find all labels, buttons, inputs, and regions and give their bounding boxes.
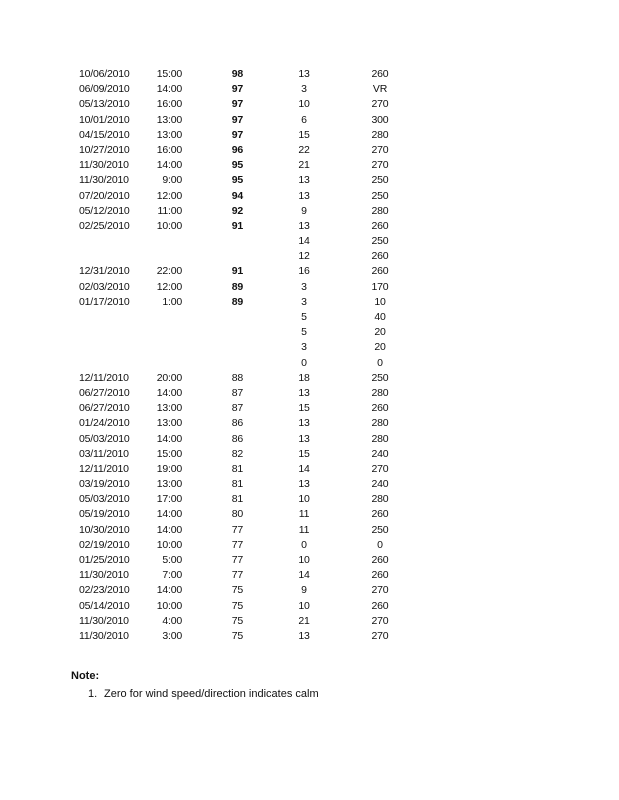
date-cell: 11/30/2010 bbox=[79, 569, 129, 582]
time-cell: 11:00 bbox=[157, 204, 182, 217]
table-row bbox=[0, 128, 619, 143]
wind-direction-cell: 260 bbox=[371, 265, 389, 278]
date-cell: 01/25/2010 bbox=[79, 554, 130, 566]
wind-speed-cell: 9 bbox=[301, 584, 307, 597]
wind-speed-cell: 13 bbox=[298, 629, 310, 642]
temperature-cell: 89 bbox=[231, 280, 243, 293]
temperature-cell: 94 bbox=[231, 189, 243, 202]
temperature-cell: 96 bbox=[231, 143, 243, 156]
table-row bbox=[0, 371, 619, 386]
temperature-cell: 81 bbox=[231, 478, 243, 491]
table-row bbox=[0, 614, 619, 629]
wind-speed-cell: 13 bbox=[298, 189, 310, 202]
table-row bbox=[0, 173, 619, 188]
time-cell: 13:00 bbox=[156, 128, 182, 141]
temperature-cell: 81 bbox=[231, 493, 243, 506]
temperature-cell: 87 bbox=[231, 402, 243, 415]
wind-direction-cell: VR bbox=[372, 83, 388, 96]
wind-direction-cell: 10 bbox=[374, 295, 386, 308]
temperature-cell: 77 bbox=[231, 569, 243, 582]
time-cell: 9:00 bbox=[162, 174, 182, 187]
date-cell: 05/03/2010 bbox=[79, 432, 130, 445]
time-cell: 14:00 bbox=[156, 508, 182, 521]
date-cell: 05/14/2010 bbox=[79, 599, 130, 612]
date-cell: 06/27/2010 bbox=[79, 402, 130, 415]
wind-speed-cell: 3 bbox=[301, 280, 307, 293]
time-cell: 13:00 bbox=[156, 113, 182, 126]
table-row bbox=[0, 97, 619, 112]
date-cell: 06/27/2010 bbox=[79, 386, 130, 399]
wind-direction-cell: 250 bbox=[371, 174, 389, 187]
date-cell: 01/24/2010 bbox=[79, 417, 130, 430]
note-item bbox=[88, 688, 319, 700]
wind-speed-cell: 5 bbox=[301, 311, 307, 323]
time-cell: 15:00 bbox=[156, 447, 182, 460]
date-cell: 03/11/2010 bbox=[79, 447, 129, 460]
wind-speed-cell: 21 bbox=[298, 614, 310, 627]
table-row bbox=[0, 629, 619, 644]
wind-speed-cell: 11 bbox=[298, 523, 310, 536]
time-cell: 14:00 bbox=[156, 432, 182, 445]
wind-direction-cell: 260 bbox=[371, 599, 389, 612]
date-cell: 12/11/2010 bbox=[79, 371, 129, 384]
time-cell: 19:00 bbox=[156, 462, 182, 475]
temperature-cell: 92 bbox=[231, 204, 243, 217]
time-cell: 14:00 bbox=[156, 523, 182, 536]
wind-direction-cell: 260 bbox=[371, 250, 389, 263]
table-row bbox=[0, 158, 619, 173]
wind-direction-cell: 250 bbox=[371, 189, 389, 202]
wind-speed-cell: 22 bbox=[298, 143, 310, 156]
wind-direction-cell: 20 bbox=[374, 341, 386, 354]
date-cell: 05/13/2010 bbox=[79, 98, 130, 111]
date-cell: 03/19/2010 bbox=[79, 478, 130, 491]
time-cell: 14:00 bbox=[156, 83, 182, 96]
temperature-cell: 87 bbox=[231, 386, 243, 399]
wind-speed-cell: 10 bbox=[298, 98, 310, 111]
table-row bbox=[0, 249, 619, 264]
wind-speed-cell: 9 bbox=[301, 204, 307, 217]
wind-speed-cell: 10 bbox=[298, 493, 310, 506]
wind-speed-cell: 15 bbox=[298, 447, 310, 460]
wind-direction-cell: 250 bbox=[371, 235, 389, 248]
table-row bbox=[0, 219, 619, 234]
temperature-cell: 75 bbox=[231, 614, 243, 627]
table-row bbox=[0, 310, 619, 325]
table-row bbox=[0, 386, 619, 401]
wind-speed-cell: 3 bbox=[301, 83, 307, 96]
wind-direction-cell: 260 bbox=[371, 508, 389, 521]
table-row bbox=[0, 447, 619, 462]
date-cell: 11/30/2010 bbox=[79, 614, 129, 627]
time-cell: 13:00 bbox=[156, 402, 182, 415]
table-row bbox=[0, 507, 619, 522]
wind-speed-cell: 21 bbox=[298, 159, 310, 172]
table-row bbox=[0, 568, 619, 583]
date-cell: 11/30/2010 bbox=[79, 174, 129, 187]
wind-direction-cell: 280 bbox=[371, 493, 389, 506]
temperature-cell: 77 bbox=[231, 538, 243, 551]
date-cell: 11/30/2010 bbox=[79, 159, 129, 172]
time-cell: 16:00 bbox=[156, 98, 182, 111]
wind-speed-cell: 0 bbox=[301, 356, 307, 369]
wind-speed-cell: 13 bbox=[298, 219, 310, 232]
note-heading: Note: bbox=[71, 670, 100, 682]
date-cell: 02/23/2010 bbox=[79, 584, 130, 597]
wind-speed-cell: 5 bbox=[301, 326, 307, 339]
date-cell: 10/01/2010 bbox=[79, 113, 130, 126]
wind-speed-cell: 3 bbox=[301, 341, 307, 354]
wind-direction-cell: 270 bbox=[371, 159, 389, 172]
wind-speed-cell: 16 bbox=[298, 265, 310, 278]
temperature-cell: 75 bbox=[231, 584, 243, 597]
wind-direction-cell: 240 bbox=[371, 478, 389, 491]
table-row bbox=[0, 538, 619, 553]
temperature-cell: 86 bbox=[231, 417, 243, 430]
table-row bbox=[0, 234, 619, 249]
time-cell: 10:00 bbox=[156, 538, 182, 551]
date-cell: 07/20/2010 bbox=[79, 189, 130, 202]
date-cell: 11/30/2010 bbox=[79, 629, 129, 642]
wind-direction-cell: 270 bbox=[371, 143, 389, 156]
table-row bbox=[0, 143, 619, 158]
temperature-cell: 86 bbox=[231, 432, 243, 445]
table-row bbox=[0, 356, 619, 371]
date-cell: 10/30/2010 bbox=[79, 523, 130, 536]
time-cell: 5:00 bbox=[162, 554, 182, 566]
wind-direction-cell: 250 bbox=[371, 371, 389, 384]
wind-speed-cell: 0 bbox=[301, 538, 307, 551]
table-row bbox=[0, 401, 619, 416]
time-cell: 1:00 bbox=[162, 295, 182, 308]
temperature-cell: 77 bbox=[231, 523, 243, 536]
table-row bbox=[0, 325, 619, 340]
time-cell: 22:00 bbox=[156, 265, 182, 278]
time-cell: 10:00 bbox=[156, 599, 182, 612]
wind-direction-cell: 270 bbox=[371, 584, 389, 597]
wind-speed-cell: 14 bbox=[298, 569, 310, 582]
note-item-number: 1. bbox=[88, 688, 98, 700]
date-cell: 12/31/2010 bbox=[79, 265, 130, 278]
wind-direction-cell: 250 bbox=[371, 523, 389, 536]
date-cell: 05/12/2010 bbox=[79, 204, 130, 217]
table-row bbox=[0, 295, 619, 310]
time-cell: 12:00 bbox=[156, 189, 182, 202]
wind-direction-cell: 280 bbox=[371, 128, 389, 141]
table-row bbox=[0, 523, 619, 538]
date-cell: 10/06/2010 bbox=[79, 68, 130, 80]
temperature-cell: 89 bbox=[231, 295, 243, 308]
time-cell: 20:00 bbox=[156, 371, 182, 384]
wind-direction-cell: 300 bbox=[371, 113, 389, 126]
time-cell: 3:00 bbox=[162, 629, 182, 642]
table-row bbox=[0, 67, 619, 82]
note-list bbox=[88, 688, 319, 700]
table-row bbox=[0, 553, 619, 568]
temperature-cell: 95 bbox=[231, 174, 243, 187]
time-cell: 16:00 bbox=[156, 143, 182, 156]
wind-direction-cell: 240 bbox=[371, 447, 389, 460]
wind-speed-cell: 13 bbox=[298, 478, 310, 491]
wind-direction-cell: 270 bbox=[371, 462, 389, 475]
date-cell: 10/27/2010 bbox=[79, 143, 130, 156]
wind-speed-cell: 11 bbox=[298, 508, 310, 521]
wind-speed-cell: 14 bbox=[298, 462, 310, 475]
time-cell: 10:00 bbox=[156, 219, 182, 232]
wind-speed-cell: 18 bbox=[298, 371, 310, 384]
time-cell: 17:00 bbox=[156, 493, 182, 506]
temperature-cell: 81 bbox=[231, 462, 243, 475]
wind-direction-cell: 260 bbox=[371, 569, 389, 582]
wind-direction-cell: 260 bbox=[371, 219, 389, 232]
temperature-cell: 97 bbox=[231, 98, 243, 111]
date-cell: 06/09/2010 bbox=[79, 83, 130, 96]
wind-direction-cell: 20 bbox=[374, 326, 386, 339]
wind-direction-cell: 0 bbox=[377, 538, 383, 551]
table-row bbox=[0, 113, 619, 128]
temperature-cell: 97 bbox=[231, 128, 243, 141]
wind-speed-cell: 13 bbox=[298, 386, 310, 399]
date-cell: 12/11/2010 bbox=[79, 462, 129, 475]
wind-speed-cell: 15 bbox=[298, 128, 310, 141]
wind-direction-cell: 280 bbox=[371, 386, 389, 399]
temperature-cell: 75 bbox=[231, 599, 243, 612]
time-cell: 14:00 bbox=[156, 386, 182, 399]
wind-speed-cell: 13 bbox=[298, 174, 310, 187]
table-row bbox=[0, 204, 619, 219]
temperature-cell: 91 bbox=[231, 265, 243, 278]
wind-speed-cell: 12 bbox=[298, 250, 310, 263]
time-cell: 12:00 bbox=[156, 280, 182, 293]
wind-direction-cell: 270 bbox=[371, 614, 389, 627]
temperature-cell: 75 bbox=[231, 629, 243, 642]
table-row bbox=[0, 416, 619, 431]
wind-speed-cell: 13 bbox=[298, 68, 310, 80]
temperature-cell: 97 bbox=[231, 113, 243, 126]
temperature-cell: 88 bbox=[231, 371, 243, 384]
table-row bbox=[0, 599, 619, 614]
note-item-text: Zero for wind speed/direction indicates calm bbox=[104, 688, 319, 700]
wind-direction-cell: 280 bbox=[371, 204, 389, 217]
temperature-cell: 98 bbox=[231, 68, 243, 80]
table-row bbox=[0, 340, 619, 355]
wind-speed-cell: 10 bbox=[298, 554, 310, 566]
weather-data-table bbox=[0, 67, 619, 644]
date-cell: 05/19/2010 bbox=[79, 508, 130, 521]
time-cell: 4:00 bbox=[162, 614, 182, 627]
wind-speed-cell: 10 bbox=[298, 599, 310, 612]
wind-speed-cell: 13 bbox=[298, 417, 310, 430]
time-cell: 14:00 bbox=[156, 159, 182, 172]
wind-direction-cell: 170 bbox=[371, 280, 389, 293]
date-cell: 05/03/2010 bbox=[79, 493, 130, 506]
table-row bbox=[0, 492, 619, 507]
table-row bbox=[0, 477, 619, 492]
wind-speed-cell: 3 bbox=[301, 295, 307, 308]
table-row bbox=[0, 189, 619, 204]
wind-direction-cell: 280 bbox=[371, 432, 389, 445]
temperature-cell: 91 bbox=[231, 219, 243, 232]
wind-direction-cell: 40 bbox=[374, 311, 386, 323]
wind-direction-cell: 260 bbox=[371, 68, 389, 80]
wind-direction-cell: 260 bbox=[371, 554, 389, 566]
table-row bbox=[0, 82, 619, 97]
wind-speed-cell: 6 bbox=[301, 113, 307, 126]
temperature-cell: 82 bbox=[231, 447, 243, 460]
wind-direction-cell: 270 bbox=[371, 629, 389, 642]
wind-direction-cell: 260 bbox=[371, 402, 389, 415]
wind-direction-cell: 280 bbox=[371, 417, 389, 430]
table-row bbox=[0, 432, 619, 447]
wind-speed-cell: 15 bbox=[298, 402, 310, 415]
table-row bbox=[0, 583, 619, 598]
date-cell: 02/03/2010 bbox=[79, 280, 130, 293]
time-cell: 13:00 bbox=[156, 417, 182, 430]
date-cell: 01/17/2010 bbox=[79, 295, 130, 308]
table-row bbox=[0, 280, 619, 295]
wind-speed-cell: 14 bbox=[298, 235, 310, 248]
temperature-cell: 80 bbox=[231, 508, 243, 521]
wind-direction-cell: 0 bbox=[377, 356, 383, 369]
table-row bbox=[0, 264, 619, 279]
table-row bbox=[0, 462, 619, 477]
temperature-cell: 95 bbox=[231, 159, 243, 172]
time-cell: 7:00 bbox=[162, 569, 182, 582]
wind-direction-cell: 270 bbox=[371, 98, 389, 111]
wind-speed-cell: 13 bbox=[298, 432, 310, 445]
temperature-cell: 97 bbox=[231, 83, 243, 96]
temperature-cell: 77 bbox=[231, 554, 243, 566]
date-cell: 02/19/2010 bbox=[79, 538, 130, 551]
time-cell: 15:00 bbox=[156, 68, 182, 80]
time-cell: 14:00 bbox=[156, 584, 182, 597]
date-cell: 04/15/2010 bbox=[79, 128, 130, 141]
date-cell: 02/25/2010 bbox=[79, 219, 130, 232]
time-cell: 13:00 bbox=[156, 478, 182, 491]
